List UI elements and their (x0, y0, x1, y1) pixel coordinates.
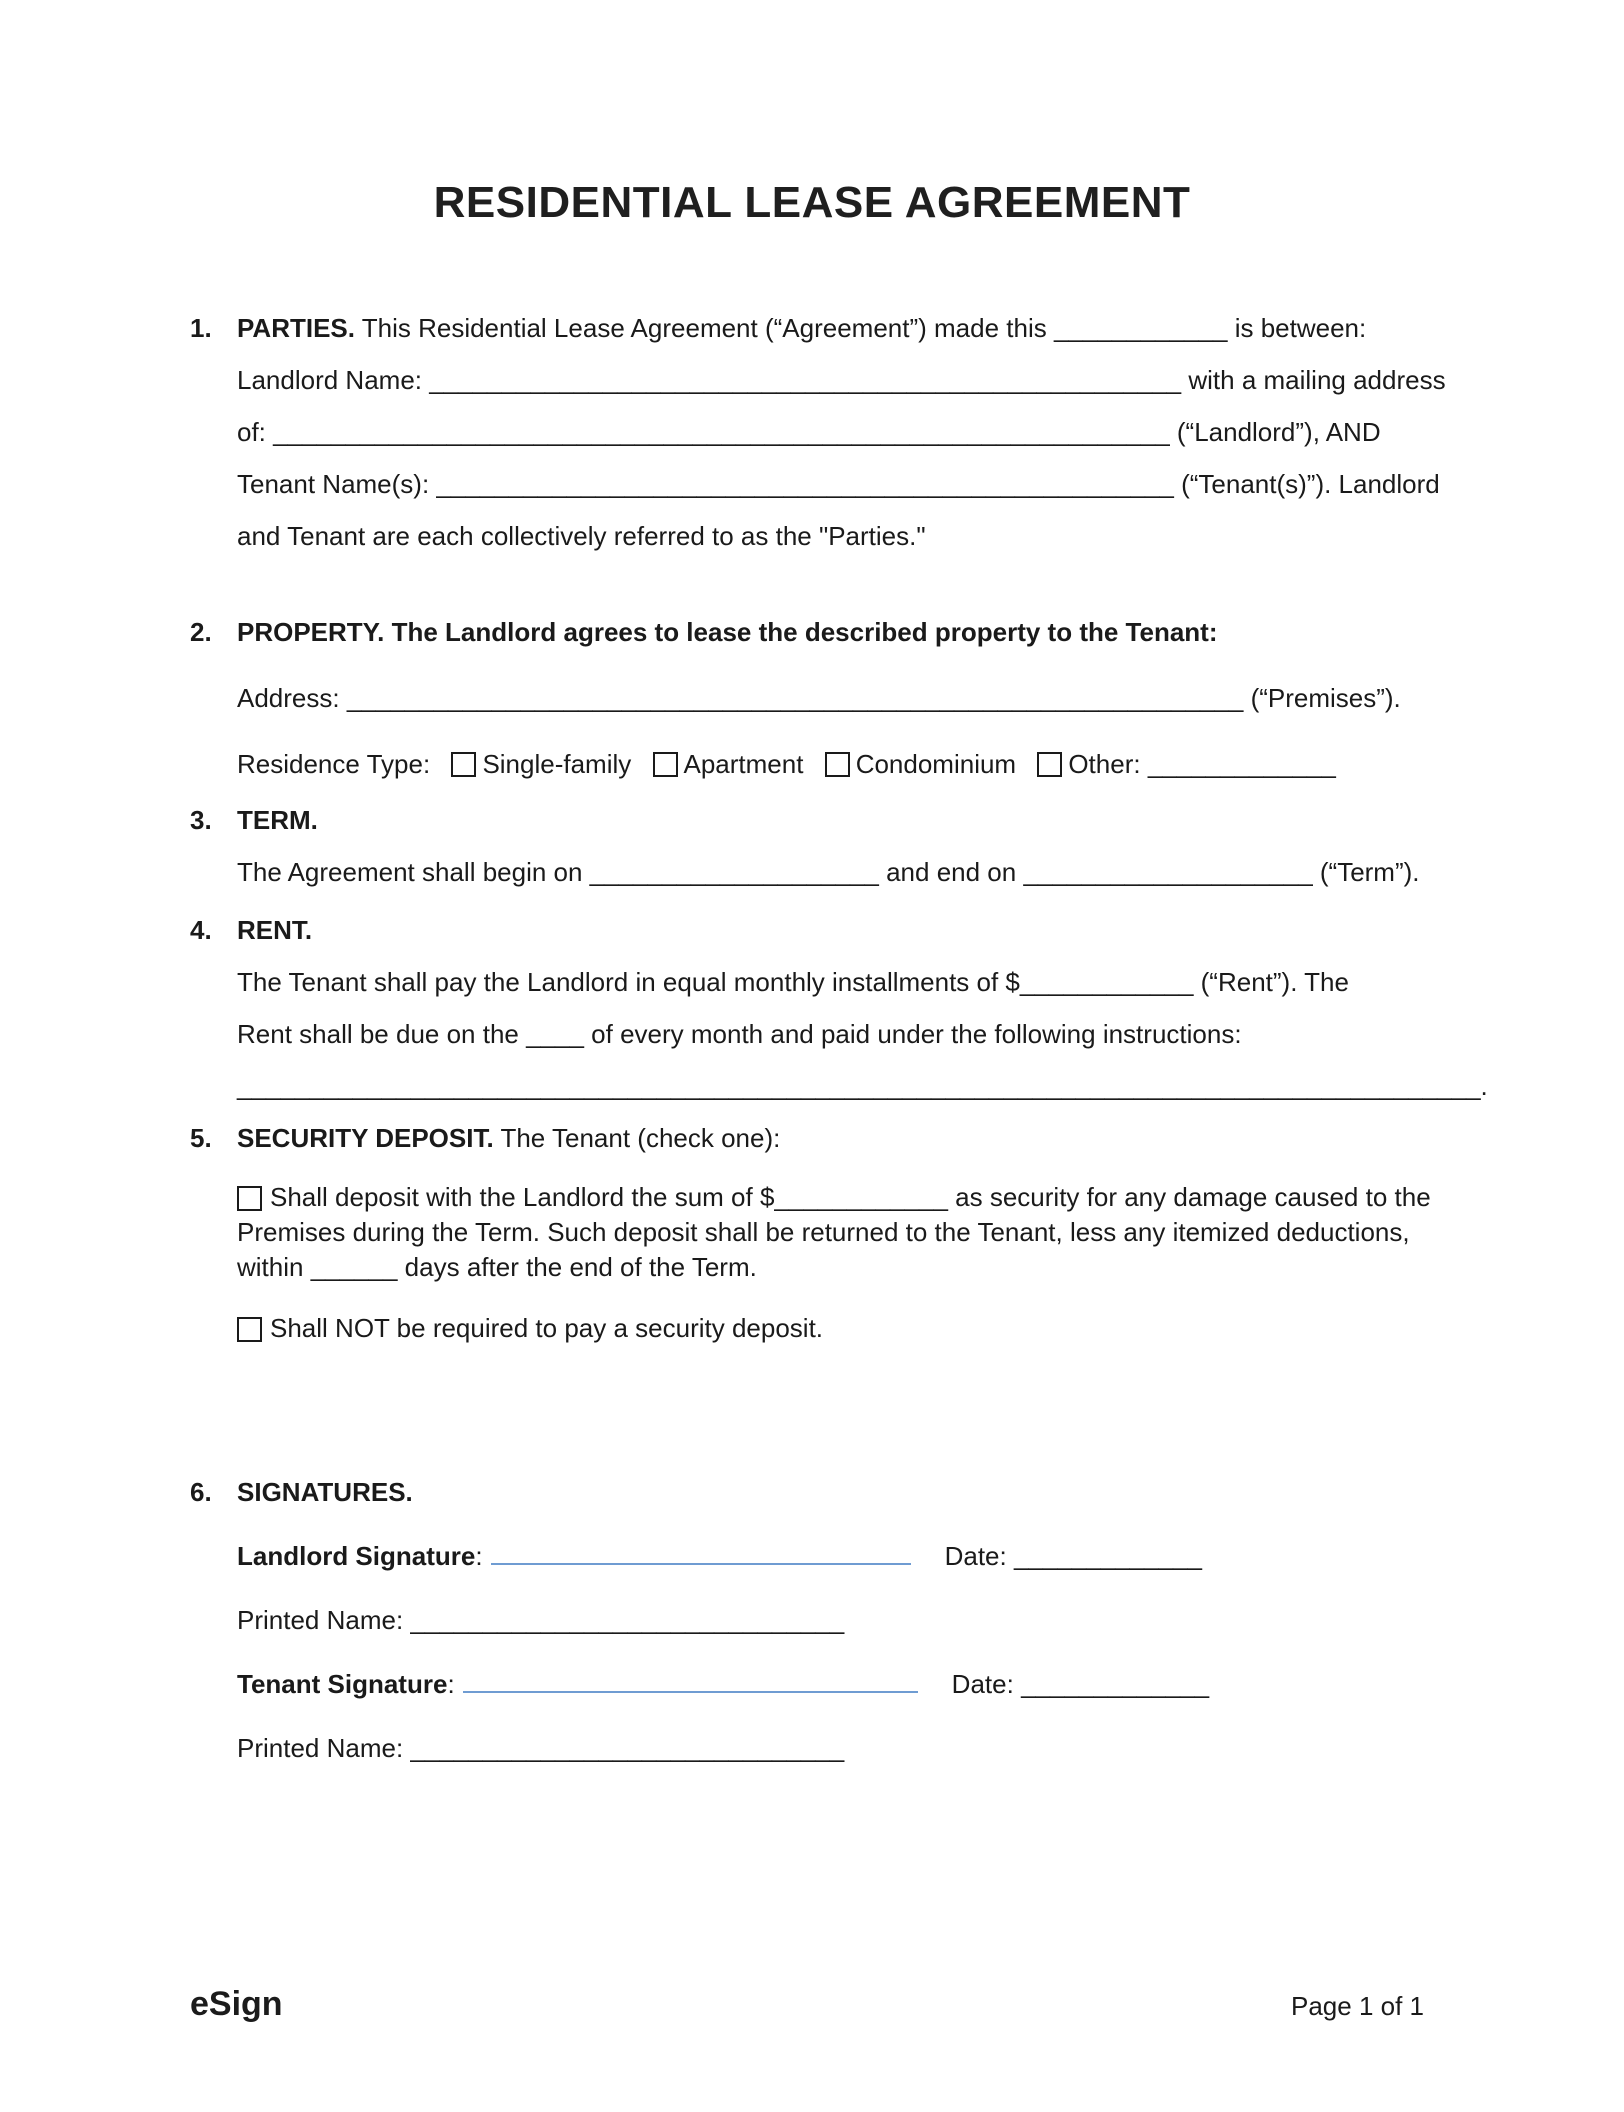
landlord-signature-label: Landlord Signature (237, 1541, 476, 1571)
deposit-option-2 (237, 1311, 1434, 1346)
section-number-term: 3. (190, 805, 212, 835)
checkbox-deposit-not-required[interactable] (237, 1317, 262, 1342)
security-deposit-heading-rest: The Tenant (check one): (493, 1123, 781, 1153)
tenant-date-field[interactable]: _____________ (1021, 1669, 1210, 1699)
landlord-signature-colon: : (475, 1541, 483, 1571)
parties-line-closing: and Tenant are each collectively referred to as the "Parties." (237, 521, 926, 551)
parties-line-tenant-name: Tenant Name(s): ___________________________________________________ (“Tenant(s)”). Landlord (237, 469, 1440, 499)
tenant-signature-colon: : (447, 1669, 455, 1699)
residence-type-label: Residence Type: (237, 749, 431, 779)
parties-line-landlord-name: Landlord Name: ____________________________________________________ with a mailing address (237, 365, 1446, 395)
option-condominium-label: Condominium (855, 749, 1017, 779)
parties-line-1-text: This Residential Lease Agreement (“Agreement”) made this ____________ is between: (354, 313, 1367, 343)
section-signatures (190, 1466, 1434, 1774)
tenant-signature-field[interactable] (463, 1669, 918, 1693)
tenant-signature-label: Tenant Signature (237, 1669, 448, 1699)
rent-heading-line (237, 904, 1488, 956)
property-address-line: Address: ______________________________________________________________ (“Premises”). (237, 683, 1401, 713)
other-residence-field[interactable]: _____________ (1147, 749, 1336, 779)
section-number-signatures: 6. (190, 1477, 212, 1507)
security-deposit-heading-line (237, 1112, 1434, 1164)
landlord-date-field[interactable]: _____________ (1013, 1541, 1202, 1571)
tenant-signature-row (237, 1658, 1434, 1710)
checkbox-condominium[interactable] (825, 752, 850, 777)
section-parties-body (237, 302, 1446, 562)
tenant-printed-name-label: Printed Name: (237, 1733, 404, 1763)
tenant-date-label: Date: (951, 1669, 1014, 1699)
section-number-rent: 4. (190, 915, 212, 945)
parties-line-mailing-address: of: ______________________________________________________________ (“Landlord”), AND (237, 417, 1381, 447)
term-dates-line: The Agreement shall begin on ____________________ and end on ____________________ (“Term”). (237, 857, 1420, 887)
residence-type-row (237, 738, 1434, 790)
property-heading-rest: The Landlord agrees to lease the described property to the Tenant: (384, 617, 1218, 647)
rent-due-line: Rent shall be due on the ____ of every month and paid under the following instructions: (237, 1019, 1242, 1049)
tenant-printed-name-field[interactable]: ______________________________ (410, 1733, 845, 1763)
option-apartment-label: Apartment (683, 749, 804, 779)
property-heading-line (237, 606, 1434, 658)
tenant-printed-name-row (237, 1722, 1434, 1774)
rent-instructions-blank-line[interactable]: ______________________________________________________________________________________. (237, 1071, 1488, 1101)
deposit-option-1-text: Shall deposit with the Landlord the sum of $____________ as security for any damage caused to the Premises during the Term. Such deposit shall be returned to the Tenant, less any itemized deductions, within ______ days after the end of the Term. (237, 1182, 1431, 1282)
section-term-body (237, 794, 1434, 898)
term-heading: TERM. (237, 805, 318, 835)
section-rent (190, 904, 1488, 1112)
landlord-date-label: Date: (944, 1541, 1007, 1571)
signatures-heading-line (237, 1466, 1434, 1518)
landlord-printed-name-field[interactable]: ______________________________ (410, 1605, 845, 1635)
term-heading-line (237, 794, 1434, 846)
section-security-deposit (190, 1112, 1434, 1346)
section-property (190, 606, 1434, 790)
page-footer (190, 1985, 1424, 2024)
landlord-printed-name-row (237, 1594, 1434, 1646)
landlord-printed-name-label: Printed Name: (237, 1605, 404, 1635)
checkbox-single-family[interactable] (451, 752, 476, 777)
rent-amount-line: The Tenant shall pay the Landlord in equal monthly installments of $____________ (“Rent”). The (237, 967, 1349, 997)
section-security-deposit-body (237, 1112, 1434, 1346)
checkbox-other[interactable] (1037, 752, 1062, 777)
rent-heading: RENT. (237, 915, 313, 945)
page-number: Page 1 of 1 (1291, 1991, 1424, 2021)
option-single-family-label: Single-family (482, 749, 632, 779)
property-heading: PROPERTY. (237, 617, 385, 647)
esign-logo: eSign (190, 1985, 283, 2023)
document-content (190, 178, 1488, 1774)
checkbox-apartment[interactable] (653, 752, 678, 777)
deposit-option-1 (237, 1180, 1434, 1285)
parties-heading: PARTIES. (237, 313, 355, 343)
security-deposit-heading: SECURITY DEPOSIT. (237, 1123, 494, 1153)
section-number-parties: 1. (190, 313, 212, 343)
landlord-signature-row (237, 1530, 1434, 1582)
landlord-signature-field[interactable] (491, 1541, 911, 1565)
document-title: RESIDENTIAL LEASE AGREEMENT (433, 178, 1191, 227)
signatures-heading: SIGNATURES. (237, 1477, 413, 1507)
section-term (190, 794, 1434, 898)
section-number-security-deposit: 5. (190, 1123, 212, 1153)
checkbox-deposit-required[interactable] (237, 1186, 262, 1211)
section-signatures-body (237, 1466, 1434, 1774)
section-property-body (237, 606, 1434, 790)
section-parties (190, 302, 1446, 562)
section-rent-body (237, 904, 1488, 1112)
section-number-property: 2. (190, 617, 212, 647)
parties-line-1 (237, 302, 1446, 354)
option-other-label: Other: (1068, 749, 1141, 779)
deposit-option-2-text: Shall NOT be required to pay a security deposit. (270, 1313, 824, 1343)
